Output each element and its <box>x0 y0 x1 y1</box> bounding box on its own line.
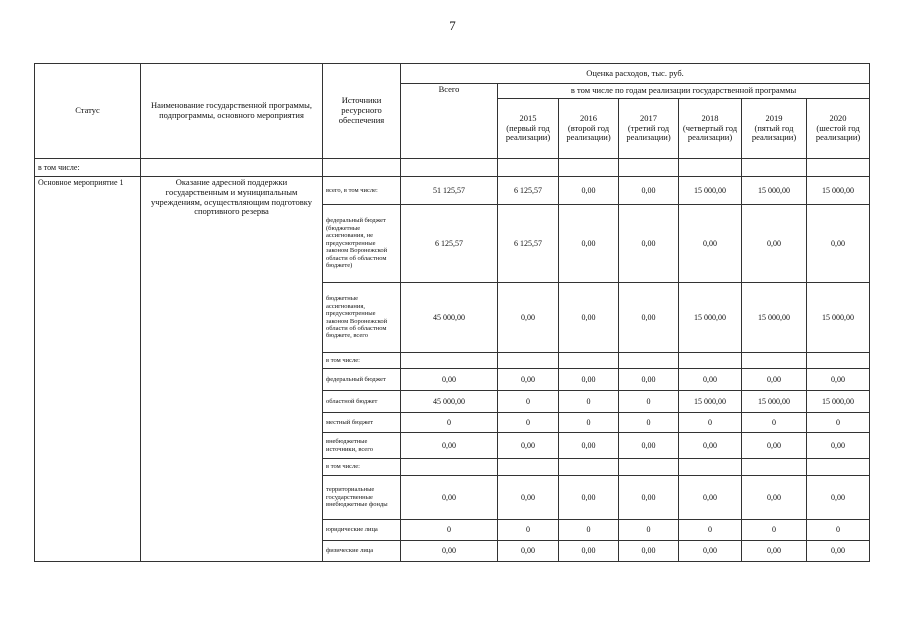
value-cell: 0,00 <box>807 369 870 391</box>
value-cell: 0 <box>619 413 679 433</box>
value-cell: 0,00 <box>679 433 742 459</box>
measure-name-cell: Оказание адресной поддержки государственным и муниципальным учреждениям, осуществляющим подготовку спортивного резерва <box>141 177 323 562</box>
source-cell: территориальные государственные внебюджетные фонды <box>323 476 401 520</box>
total-cell <box>401 353 498 369</box>
header-year-2020: 2020 (шестой год реализации) <box>807 99 870 159</box>
value-cell: 0,00 <box>807 205 870 283</box>
value-cell: 0 <box>742 413 807 433</box>
value-cell: 0,00 <box>498 369 559 391</box>
including-label: в том числе: <box>35 159 141 177</box>
value-cell <box>559 459 619 476</box>
value-cell: 0,00 <box>619 541 679 562</box>
value-cell: 0 <box>619 520 679 541</box>
value-cell: 0,00 <box>559 541 619 562</box>
budget-table <box>34 63 870 562</box>
value-cell: 6 125,57 <box>498 177 559 205</box>
total-cell: 6 125,57 <box>401 205 498 283</box>
value-cell: 0,00 <box>742 476 807 520</box>
value-cell: 15 000,00 <box>807 283 870 353</box>
page-number: 7 <box>449 18 456 33</box>
value-cell: 0,00 <box>498 541 559 562</box>
value-cell: 0 <box>807 520 870 541</box>
source-cell: всего, в том числе: <box>323 177 401 205</box>
value-cell: 0,00 <box>807 541 870 562</box>
value-cell: 0,00 <box>807 476 870 520</box>
total-cell: 0,00 <box>401 369 498 391</box>
value-cell: 0,00 <box>679 541 742 562</box>
value-cell: 0 <box>498 391 559 413</box>
value-cell: 0,00 <box>559 177 619 205</box>
value-cell: 0,00 <box>679 476 742 520</box>
including-row <box>35 159 870 177</box>
header-year-2019: 2019 (пятый год реализации) <box>742 99 807 159</box>
value-cell: 0 <box>498 520 559 541</box>
value-cell: 0,00 <box>498 476 559 520</box>
header-by-years: в том числе по годам реализации государственной программы <box>498 84 870 99</box>
total-cell: 51 125,57 <box>401 177 498 205</box>
status-cell: Основное мероприятие 1 <box>35 177 141 562</box>
header-estimate: Оценка расходов, тыс. руб. <box>401 64 870 84</box>
total-cell: 0,00 <box>401 541 498 562</box>
value-cell: 0,00 <box>619 177 679 205</box>
value-cell: 0 <box>679 413 742 433</box>
value-cell: 0,00 <box>619 205 679 283</box>
value-cell <box>559 353 619 369</box>
value-cell <box>679 353 742 369</box>
value-cell <box>742 353 807 369</box>
value-cell: 0 <box>559 520 619 541</box>
value-cell: 0,00 <box>619 433 679 459</box>
value-cell: 15 000,00 <box>679 283 742 353</box>
header-year-2016: 2016 (второй год реализации) <box>559 99 619 159</box>
header-name: Наименование государственной программы, подпрограммы, основного мероприятия <box>141 64 323 159</box>
source-cell: юридические лица <box>323 520 401 541</box>
value-cell: 15 000,00 <box>807 177 870 205</box>
header-year-2018: 2018 (четвертый год реализации) <box>679 99 742 159</box>
value-cell: 15 000,00 <box>742 283 807 353</box>
source-cell: физические лица <box>323 541 401 562</box>
value-cell: 0,00 <box>619 369 679 391</box>
total-cell <box>401 459 498 476</box>
value-cell: 0,00 <box>498 433 559 459</box>
value-cell: 15 000,00 <box>807 391 870 413</box>
source-cell: внебюджетные источники, всего <box>323 433 401 459</box>
value-cell <box>679 459 742 476</box>
value-cell: 0,00 <box>742 369 807 391</box>
value-cell: 0,00 <box>807 433 870 459</box>
value-cell: 0,00 <box>559 205 619 283</box>
value-cell <box>498 459 559 476</box>
value-cell: 0,00 <box>679 205 742 283</box>
value-cell: 6 125,57 <box>498 205 559 283</box>
header-year-2015: 2015 (первый год реализации) <box>498 99 559 159</box>
value-cell: 0 <box>498 413 559 433</box>
value-cell: 0,00 <box>559 369 619 391</box>
value-cell: 0,00 <box>619 476 679 520</box>
value-cell: 0,00 <box>742 433 807 459</box>
source-cell: местный бюджет <box>323 413 401 433</box>
value-cell <box>807 459 870 476</box>
header-total: Всего <box>401 84 498 159</box>
header-year-2017: 2017 (третий год реализации) <box>619 99 679 159</box>
value-cell: 0,00 <box>559 283 619 353</box>
value-cell: 0,00 <box>559 433 619 459</box>
value-cell: 0,00 <box>498 283 559 353</box>
value-cell: 0,00 <box>679 369 742 391</box>
table-row <box>35 177 870 205</box>
value-cell: 0 <box>559 413 619 433</box>
total-cell: 0,00 <box>401 433 498 459</box>
value-cell: 0,00 <box>742 541 807 562</box>
value-cell: 0,00 <box>619 283 679 353</box>
value-cell: 15 000,00 <box>679 177 742 205</box>
value-cell <box>807 353 870 369</box>
value-cell: 0,00 <box>559 476 619 520</box>
total-cell: 0 <box>401 413 498 433</box>
value-cell <box>619 459 679 476</box>
value-cell: 0 <box>619 391 679 413</box>
source-cell: в том числе: <box>323 353 401 369</box>
header-sources: Источники ресурсного обеспечения <box>323 64 401 159</box>
value-cell <box>619 353 679 369</box>
source-cell: федеральный бюджет <box>323 369 401 391</box>
value-cell: 0 <box>742 520 807 541</box>
source-cell: федеральный бюджет (бюджетные ассигнования, не предусмотренные законом Воронежской области об областном бюджете) <box>323 205 401 283</box>
value-cell: 0 <box>559 391 619 413</box>
value-cell: 0,00 <box>742 205 807 283</box>
value-cell <box>742 459 807 476</box>
value-cell: 15 000,00 <box>742 177 807 205</box>
value-cell: 0 <box>679 520 742 541</box>
total-cell: 0 <box>401 520 498 541</box>
value-cell: 0 <box>807 413 870 433</box>
source-cell: областной бюджет <box>323 391 401 413</box>
value-cell: 15 000,00 <box>679 391 742 413</box>
value-cell <box>498 353 559 369</box>
source-cell: бюджетные ассигнования, предусмотренные законом Воронежской области об областном бюджете, всего <box>323 283 401 353</box>
source-cell: в том числе: <box>323 459 401 476</box>
value-cell: 15 000,00 <box>742 391 807 413</box>
header-status: Статус <box>35 64 141 159</box>
total-cell: 45 000,00 <box>401 391 498 413</box>
total-cell: 45 000,00 <box>401 283 498 353</box>
total-cell: 0,00 <box>401 476 498 520</box>
